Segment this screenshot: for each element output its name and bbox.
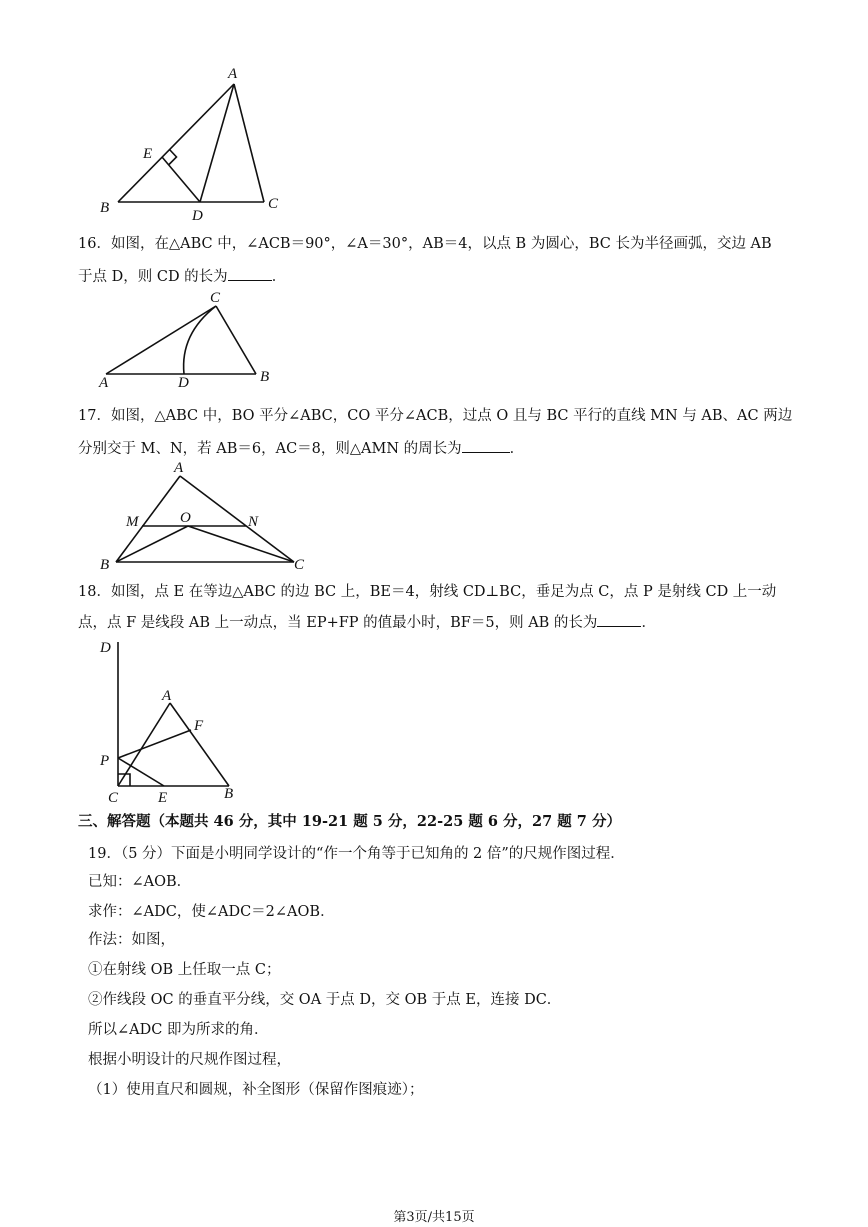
answer-blank-q17[interactable] [462, 438, 510, 453]
segment-pe [118, 758, 164, 786]
label-c: C [108, 790, 119, 806]
q19-step1: ①在射线 OB 上任取一点 C； [88, 962, 281, 978]
figure-q16 [96, 288, 286, 388]
label-a: A [228, 66, 238, 82]
label-a: A [162, 688, 172, 704]
segment-ac [180, 476, 294, 562]
q19-basis: 根据小明设计的尺规作图过程， [88, 1052, 291, 1068]
q17-line2-end: ． [509, 441, 525, 457]
figure-q15 [96, 62, 286, 222]
answer-blank-q16[interactable] [228, 266, 272, 281]
q19-part1: （1）使用直尺和圆规，补全图形（保留作图痕迹）； [88, 1082, 424, 1098]
q19-require: 求作：∠ADC，使∠ADC＝2∠AOB． [88, 904, 335, 920]
label-n: N [248, 514, 259, 530]
figure-q17 [96, 458, 316, 570]
label-e: E [158, 790, 168, 806]
segment-ab [170, 703, 229, 786]
right-angle-mark [169, 150, 177, 165]
q18-line1: 18．如图，点 E 在等边△ABC 的边 BC 上，BE＝4，射线 CD⊥BC，垂足为点 C，点 P 是射线 CD 上一动 [78, 584, 777, 600]
q18-line2-end: ． [641, 615, 656, 631]
label-c: C [294, 557, 305, 570]
segment-pf [118, 730, 191, 758]
q16-line2 [78, 266, 286, 287]
q18-line2-text: 点，点 F 是线段 AB 上一动点，当 EP+FP 的值最小时，BF＝5，则 AB 的长为 [78, 615, 598, 631]
q16-line1: 16．如图，在△ABC 中，∠ACB＝90°，∠A＝30°，AB＝4，以点 B 为圆心，BC 长为半径画弧，交边 AB [78, 236, 772, 252]
q16-line2-end: ． [271, 269, 287, 285]
q18-line2 [78, 612, 656, 633]
segment-ac [106, 306, 216, 374]
label-b: B [100, 557, 110, 570]
label-a: A [99, 375, 109, 388]
label-d: D [100, 640, 111, 656]
segment-bo [116, 526, 188, 562]
section-heading: 三、解答题（本题共 46 分，其中 19-21 题 5 分，22-25 题 6 分，27 题 7 分） [78, 813, 621, 830]
label-e: E [143, 146, 153, 162]
segment-oc [188, 526, 294, 562]
figure-q18 [96, 636, 246, 806]
label-p: P [100, 753, 110, 769]
label-m: M [126, 514, 139, 530]
label-b: B [100, 200, 110, 216]
label-b: B [224, 786, 234, 802]
q19-conclusion: 所以∠ADC 即为所求的角． [88, 1022, 269, 1038]
q17-line1: 17．如图，△ABC 中，BO 平分∠ABC，CO 平分∠ACB，过点 O 且与 BC 平行的直线 MN 与 AB、AC 两边 [78, 408, 793, 424]
label-a: A [174, 460, 184, 476]
segment-de [162, 157, 200, 202]
label-d: D [178, 375, 189, 388]
label-c: C [210, 290, 221, 306]
label-o: O [180, 510, 191, 526]
q17-line2 [78, 438, 524, 459]
label-c: C [268, 196, 279, 212]
q16-line2-text: 于点 D，则 CD 的长为 [78, 269, 228, 285]
page-number: 第3页/共15页 [393, 1210, 475, 1225]
answer-blank-q18[interactable] [597, 612, 641, 627]
label-b: B [260, 369, 270, 385]
q19-step2: ②作线段 OC 的垂直平分线，交 OA 于点 D，交 OB 于点 E，连接 DC． [88, 992, 562, 1008]
q19-known: 已知：∠AOB． [88, 874, 192, 890]
label-d: D [192, 208, 203, 222]
label-f: F [194, 718, 204, 734]
q19-method: 作法：如图， [88, 932, 175, 948]
q17-line2-text: 分别交于 M、N，若 AB＝6，AC＝8，则△AMN 的周长为 [78, 441, 462, 457]
segment-cb [216, 306, 256, 374]
segment-ac [234, 84, 264, 202]
q19-intro: 19．（5 分）下面是小明同学设计的“作一个角等于已知角的 2 倍”的尺规作图过程． [88, 846, 625, 862]
